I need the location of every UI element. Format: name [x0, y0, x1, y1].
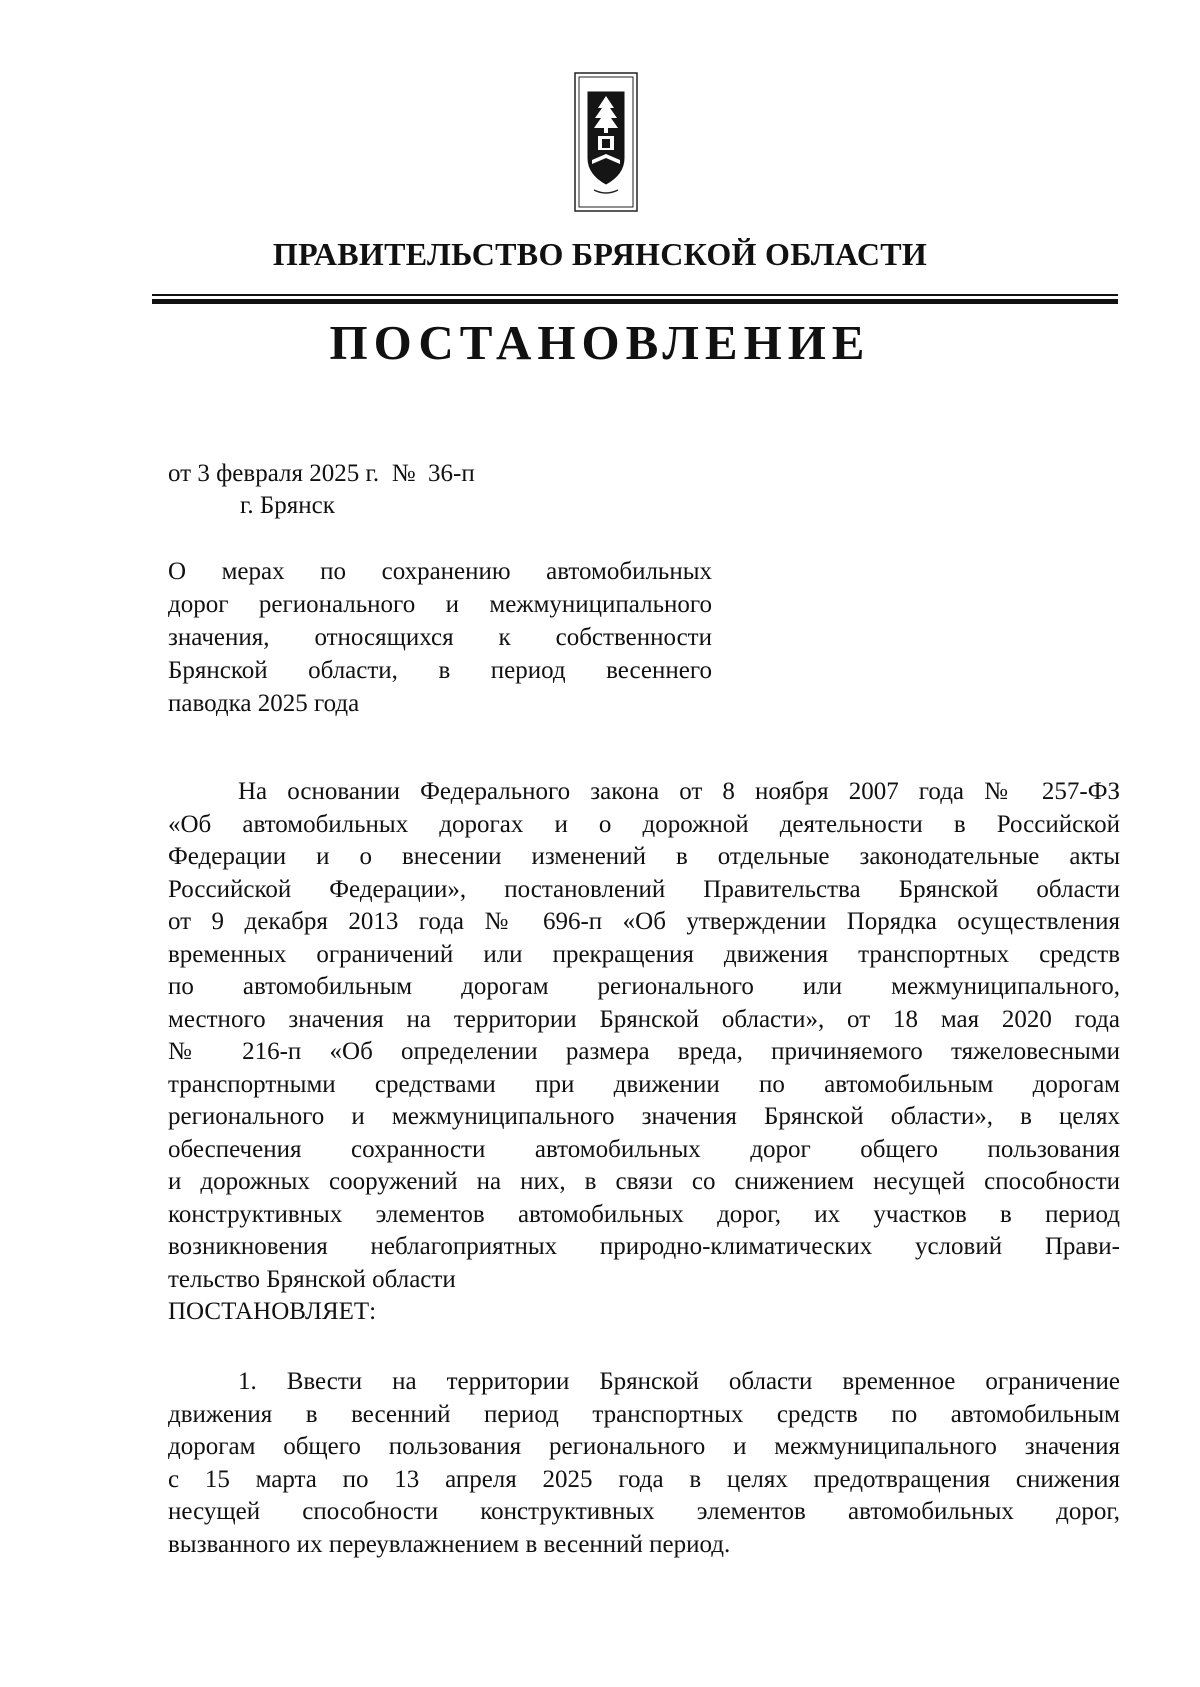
preamble-line: На основании Федерального закона от 8 ноября 2007 года № 257-ФЗ [238, 778, 1120, 805]
document-type-title: ПОСТАНОВЛЕНИЕ [329, 315, 871, 370]
preamble-line: местного значения на территории Брянской области», от 18 мая 2020 года [168, 1005, 1120, 1033]
item-1-line: движения в весенний период транспортных средств по автомобильным [168, 1400, 1120, 1428]
item-1-line: вызванного их переувлажнением в весенний период. [168, 1530, 731, 1558]
number-sign: № [391, 460, 416, 487]
resolves-heading: ПОСТАНОВЛЯЕТ: [168, 1298, 377, 1325]
header-divider-thick [152, 299, 1118, 304]
subject-line: значения, относящихся к собственности [168, 624, 712, 651]
preamble-line: «Об автомобильных дорогах и о дорожной деятельности в Российской [168, 810, 1120, 838]
header-divider-thin [152, 294, 1118, 296]
government-name: ПРАВИТЕЛЬСТВО БРЯНСКОЙ ОБЛАСТИ [272, 236, 928, 272]
item-1-line: дорогам общего пользования регионального и межмуниципального значения [168, 1433, 1120, 1460]
subject-line: Брянской области, в период весеннего [168, 657, 712, 684]
item-1-paragraph [168, 1366, 1120, 1561]
preamble-line: конструктивных элементов автомобильных дорог, их участков в период [168, 1200, 1120, 1228]
document-subject [168, 555, 712, 720]
document-number: 36-п [428, 460, 475, 487]
city: г. Брянск [240, 492, 335, 519]
preamble-line: обеспечения сохранности автомобильных дорог общего пользования [168, 1135, 1120, 1163]
preamble-line: по автомобильным дорогам регионального или межмуниципального, [168, 973, 1120, 1000]
item-1-line: несущей способности конструктивных элементов автомобильных дорог, [168, 1498, 1120, 1525]
preamble-line: транспортными средствами при движении по автомобильным дорогам [168, 1070, 1120, 1098]
item-1-line: с 15 марта по 13 апреля 2025 года в целях предотвращения снижения [168, 1465, 1120, 1493]
coat-of-arms-icon [574, 72, 638, 212]
preamble-line: возникновения неблагоприятных природно-климатических условий Прави- [168, 1233, 1120, 1260]
preamble-line: и дорожных сооружений на них, в связи со снижением несущей способности [168, 1168, 1120, 1195]
date-number-line [168, 460, 475, 488]
preamble-line: от 9 декабря 2013 года № 696-п «Об утверждении Порядка осуществления [168, 908, 1120, 935]
item-1-line: 1. Ввести на территории Брянской области временное ограничение [238, 1368, 1120, 1395]
preamble-line: № 216-п «Об определении размера вреда, причиняемого тяжеловесными [168, 1038, 1120, 1065]
subject-line: дорог регионального и межмуниципального [168, 591, 712, 618]
preamble-line: регионального и межмуниципального значения Брянской области», в целях [168, 1103, 1120, 1130]
subject-line: паводка 2025 года [168, 690, 360, 717]
preamble-line: Российской Федерации», постановлений Правительства Брянской области [168, 875, 1120, 903]
preamble-paragraph [168, 776, 1120, 1329]
preamble-line: Федерации и о внесении изменений в отдельные законодательные акты [168, 843, 1120, 870]
preamble-line: временных ограничений или прекращения движения транспортных средств [168, 940, 1120, 968]
subject-line: О мерах по сохранению автомобильных [168, 558, 712, 585]
document-date: 3 февраля 2025 г. [197, 460, 380, 487]
preamble-line: тельство Брянской области [168, 1265, 456, 1293]
date-prefix: от [168, 460, 192, 487]
